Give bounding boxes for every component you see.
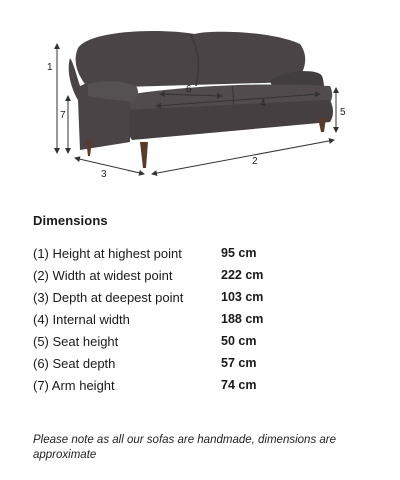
dimensions-heading: Dimensions (33, 213, 108, 228)
handmade-note: Please note as all our sofas are handmade, dimensions are approximate (33, 434, 337, 461)
sofa-diagram (0, 0, 400, 190)
dimension-value: 50 cm (221, 334, 257, 348)
dimension-label: (7) Arm height (33, 377, 115, 393)
dimension-label: (3) Depth at deepest point (33, 289, 184, 305)
dimension-value: 57 cm (221, 356, 257, 370)
dimension-value: 103 cm (221, 290, 264, 304)
dimension-label: (4) Internal width (33, 311, 130, 327)
dimension-row (33, 308, 333, 330)
dimension-row (33, 242, 333, 264)
callout-2: 2 (252, 156, 258, 167)
callout-5: 5 (340, 107, 346, 118)
dimension-value: 222 cm (221, 268, 264, 282)
dimension-value: 74 cm (221, 378, 257, 392)
dimension-value: 95 cm (221, 246, 257, 260)
dimension-label: (2) Width at widest point (33, 267, 173, 283)
callout-3: 3 (101, 169, 107, 180)
callout-4: 4 (260, 98, 266, 109)
dimension-label: (5) Seat height (33, 333, 119, 349)
callout-6: 6 (186, 84, 192, 95)
dimension-value: 188 cm (221, 312, 264, 326)
dimension-row (33, 330, 333, 352)
dimension-row (33, 374, 333, 396)
dimension-row (33, 286, 333, 308)
dimension-row (33, 352, 333, 374)
dimension-row (33, 264, 333, 286)
dimension-label: (1) Height at highest point (33, 245, 182, 261)
callout-7: 7 (60, 110, 66, 121)
dimension-label: (6) Seat depth (33, 355, 116, 371)
callout-1: 1 (47, 62, 53, 73)
dimensions-list (33, 242, 333, 396)
